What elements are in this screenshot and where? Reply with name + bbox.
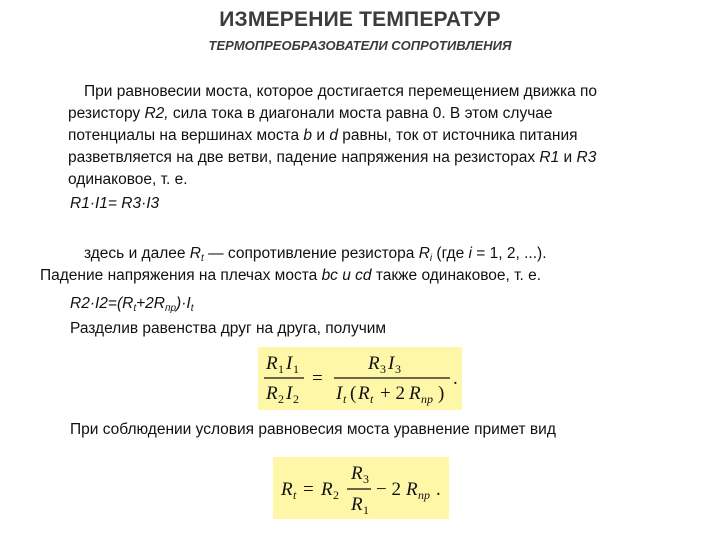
formula-subscript: t [343, 392, 347, 406]
formula-symbol: R [266, 353, 278, 374]
formula-symbol: R [281, 479, 293, 500]
formula-subscript: 1 [293, 362, 299, 376]
paragraph-bridge-balance [68, 81, 688, 191]
paragraph-balance-condition: При соблюдении условия равновесия моста уравнение примет вид [70, 421, 556, 438]
subscript-i: i [429, 253, 433, 264]
period: . [436, 479, 441, 500]
formula-symbol: R [351, 494, 363, 515]
formula-subscript: t [293, 488, 297, 502]
text-run: равны, ток от источника питания [337, 127, 578, 144]
symbol-r: R [189, 245, 201, 262]
text-run: и [559, 149, 577, 166]
text-run: здесь и далее [84, 245, 190, 262]
formula-symbol: R [409, 383, 421, 404]
symbol-r2: R2, [144, 105, 169, 122]
formula-subscript: t [370, 392, 374, 406]
subscript-t: t [201, 253, 204, 264]
text-run: резистору [68, 105, 145, 122]
text-run: Падение напряжения на плечах моста [40, 267, 322, 284]
formula-subscript: пр [421, 392, 433, 406]
slide-subtitle: ТЕРМОПРЕОБРАЗОВАТЕЛИ СОПРОТИВЛЕНИЯ [208, 38, 512, 53]
text-run: потенциалы на вершинах моста [68, 127, 304, 144]
paragraph1-line1: При равновесии моста, которое достигается перемещением движка по [84, 83, 598, 100]
symbol-i: i [468, 245, 472, 262]
formula-subscript: 2 [278, 392, 284, 406]
formula-symbol: I [388, 353, 395, 374]
formula-symbol: I [286, 353, 293, 374]
formula-symbol: I [336, 383, 343, 404]
text-run: — сопротивление резистора [203, 245, 419, 262]
text-run: R2·I2=(R [70, 295, 134, 312]
paragraph-notation [40, 243, 688, 287]
formula-ratio [258, 347, 462, 410]
subscript-pr: пр [164, 303, 177, 314]
equals-sign: = [303, 479, 314, 500]
paragraph1-line2 [68, 103, 688, 125]
text-run: )·I [176, 295, 191, 312]
formula-subscript: 2 [293, 392, 299, 406]
formula-subscript: 3 [380, 362, 386, 376]
formula-subscript: 1 [363, 503, 369, 517]
text-run: +2R [136, 295, 165, 312]
equals-sign: = [312, 368, 323, 389]
paragraph-divide: Разделив равенства друг на друга, получим [70, 320, 387, 337]
symbol-bc-cd: bc и cd [321, 267, 372, 284]
formula-rt-box [273, 457, 449, 519]
subscript-t: t [190, 303, 194, 314]
formula-subscript: 3 [363, 472, 369, 486]
subscript-t: t [133, 303, 137, 314]
equation-r1i1-r3i3 [70, 193, 159, 215]
symbol-r1: R1 [539, 149, 560, 166]
equation-r2i2 [70, 293, 193, 315]
paragraph1-line4 [68, 147, 688, 169]
formula-rt [273, 457, 449, 519]
symbol-r3: R3 [576, 149, 597, 166]
symbol-b: b [303, 127, 313, 144]
text-run: и [312, 127, 330, 144]
formula-symbol: R [266, 383, 278, 404]
formula-symbol: R [368, 353, 380, 374]
formula-symbol: R [321, 479, 333, 500]
paragraph1-line5: одинаковое, т. е. [68, 171, 188, 188]
formula-subscript: пр [418, 488, 430, 502]
period: . [453, 368, 458, 389]
formula-subscript: 3 [395, 362, 401, 376]
formula-symbol: R [406, 479, 418, 500]
formula-subscript: 1 [278, 362, 284, 376]
paragraph2-line1 [68, 243, 688, 265]
text-run: = 1, 2, ...). [471, 245, 547, 262]
slide-title: ИЗМЕРЕНИЕ ТЕМПЕРАТУР [219, 8, 501, 31]
close-paren: ) [438, 383, 445, 404]
text-run: (где [432, 245, 469, 262]
symbol-d: d [329, 127, 338, 144]
open-paren: ( [350, 383, 357, 404]
paragraph2-line2 [40, 265, 688, 287]
text-run: сила тока в диагонали моста равна 0. В этом случае [168, 105, 553, 122]
formula-ratio-box [258, 347, 462, 410]
formula-symbol: R [358, 383, 370, 404]
formula-subscript: 2 [333, 488, 339, 502]
plus-two: + 2 [380, 383, 405, 404]
equation-text: R1·I1= R3·I3 [70, 195, 160, 212]
minus-two: − 2 [376, 479, 401, 500]
symbol-r: R [418, 245, 430, 262]
paragraph1-line3 [68, 125, 688, 147]
formula-symbol: I [286, 383, 293, 404]
text-run: разветвляется на две ветви, падение напряжения на резисторах [68, 149, 540, 166]
formula-symbol: R [351, 463, 363, 484]
text-run: также одинаковое, т. е. [371, 267, 542, 284]
